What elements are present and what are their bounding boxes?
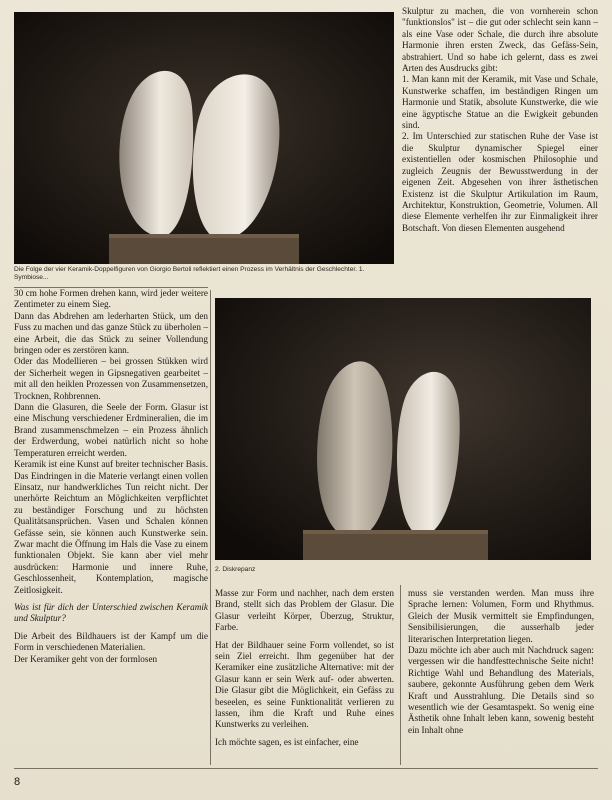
paragraph: Dann die Glasuren, die Seele der Form. Glasur ist eine Mischung verschiedener Erdmineralien, die im Brand zusammenschmelzen – ein Prozess ähnlich der Erdwerdung, wobei natürlich nicht so hohe Temperaturen erreicht werden. <box>14 402 208 458</box>
column-divider <box>400 585 401 765</box>
paragraph: 30 cm hohe Formen drehen kann, wird jeder weitere Zentimeter zu einem Sieg. <box>14 288 208 310</box>
article-column-left <box>14 288 208 665</box>
paragraph: Der Keramiker geht von der formlosen <box>14 653 158 664</box>
article-column-right-bottom <box>408 588 594 736</box>
footer-divider <box>14 768 598 769</box>
interview-question: Was ist für dich der Unterschied zwischen Keramik und Skulptur? <box>14 601 208 624</box>
paragraph: Skulptur zu machen, die von vornherein schon "funktionslos" ist – die gut oder schlecht sein kann – als eine Vase oder Schale, die durch ihre absolute Harmonie ihren ersten Zweck, das Gefäss-Sein, abstrahiert. Und so habe ich gelernt, dass es zwei Arten des Ausdrucks gibt: <box>402 6 598 74</box>
article-column-right-top <box>402 6 598 234</box>
photo1-caption: Die Folge der vier Keramik-Doppelfiguren von Giorgio Bertoli reflektiert einen Prozess im Verhältnis der Geschlechter. 1. Symbiose... <box>14 266 365 282</box>
paragraph: Hat der Bildhauer seine Form vollendet, so ist sein Ziel erreicht. Ihm gegenüber hat der Keramiker eine zusätzliche Alternative: mit der Glasur kann er sein Werk auf- oder abwerten. Die Glasur gibt die Möglichkeit, ein Gefäss zu beseelen, es seine Funktionalität verlieren zu lassen, ihm die Kraft und Ruhe eines Kunstwerks zu verleihen. <box>215 639 394 730</box>
paragraph: Dazu möchte ich aber auch mit Nachdruck sagen: vergessen wir die handfesttechnische Seite nicht! Richtige Wahl und Behandlung des Materials, saubere, gekonnte Ausführung geben dem Werk Kraft und Ausstrahlung. Die Details sind so wesentlich wie der Gesamtaspekt. So wenig eine Ästhetik ohne Inhalt leben kann, sowenig besteht ein Inhalt ohne <box>408 645 594 735</box>
paragraph: Dann das Abdrehen am lederharten Stück, um den Fuss zu machen und das ganze Stück zu überholen – eine Arbeit, die das Stück zu seiner Vollendung bringen oder es zerstören kann. <box>14 310 208 356</box>
sculpture-photo-2-illustration <box>215 298 591 560</box>
sculpture-photo-1-illustration <box>14 12 394 264</box>
sculpture-photo-symbiose <box>14 12 394 264</box>
paragraph: Masse zur Form und nachher, nach dem ersten Brand, stellt sich das Problem der Glasur. Die Glasur verleiht Körper, Überzug, Struktur, Farbe. <box>215 588 394 633</box>
paragraph: Die Arbeit des Bildhauers ist der Kampf um die Form in verschiedenen Materialien. <box>14 630 208 653</box>
column-divider <box>210 290 211 765</box>
paragraph: muss sie verstanden werden. Man muss ihre Sprache lernen: Volumen, Form und Rhythmus. Gleich der Musik vermittelt sie Empfindungen, Sensibilisierungen, die ausserhalb jeder literarischen Interpretation liegen. <box>408 588 594 644</box>
sculpture-photo-diskrepanz <box>215 298 591 560</box>
paragraph: 2. Im Unterschied zur statischen Ruhe der Vase ist die Skulptur dynamischer Spiegel einer existentiellen oder kosmischen Philosophie und zugleich Zeugnis der Bewusstwerdung in der eigenen Zeit. Abgesehen von ihrer ästhetischen Existenz ist die Skulptur Artikulation im Raum, Architektur, Konstruktion, Geometrie, Volumen. All diese Elemente verhelfen ihr zur Einmaligkeit ihrer Botschaft. Von diesen Elementen ausgehend <box>402 131 598 233</box>
paragraph: Oder das Modellieren – bei grossen Stükken wird der Sicherheit wegen in Gipsnegativen gearbeitet – mit all den heiklen Prozessen von Zusammensetzen, Trocknen, Rohbrennen. <box>14 356 208 401</box>
paragraph: 1. Man kann mit der Keramik, mit Vase und Schale, Kunstwerke schaffen, im beständigen Ringen um Harmonie und Statik, absolute Kunstwerke, die wie eine ägyptische Statue an die Ewigkeit gebunden sind. <box>402 74 598 131</box>
article-column-middle <box>215 588 394 748</box>
paragraph: Keramik ist eine Kunst auf breiter technischer Basis. Das Eindringen in die Materie verlangt einen vollen Einsatz, nur handwerkliches Tun reicht nicht. Der unerhörte Reichtum an Möglichkeiten verpflichtet zu beständiger Forschung und zu höchsten Qualitätsansprüchen. Vasen und Schalen können Gefässe sein, sie können auch Kunstwerke sein. Zwar macht die Öffnung im Hals die Vase zu einem funktionalen Objekt. Sie kann aber viel mehr ausdrücken: Harmonie und innere Ruhe, Geschlossenheit, Kontemplation, magische Zeitlosigkeit. <box>14 459 208 595</box>
photo2-caption: 2. Diskrepanz <box>215 566 256 573</box>
paragraph: Ich möchte sagen, es ist einfacher, eine <box>215 736 359 747</box>
page-number: 8 <box>14 776 21 788</box>
